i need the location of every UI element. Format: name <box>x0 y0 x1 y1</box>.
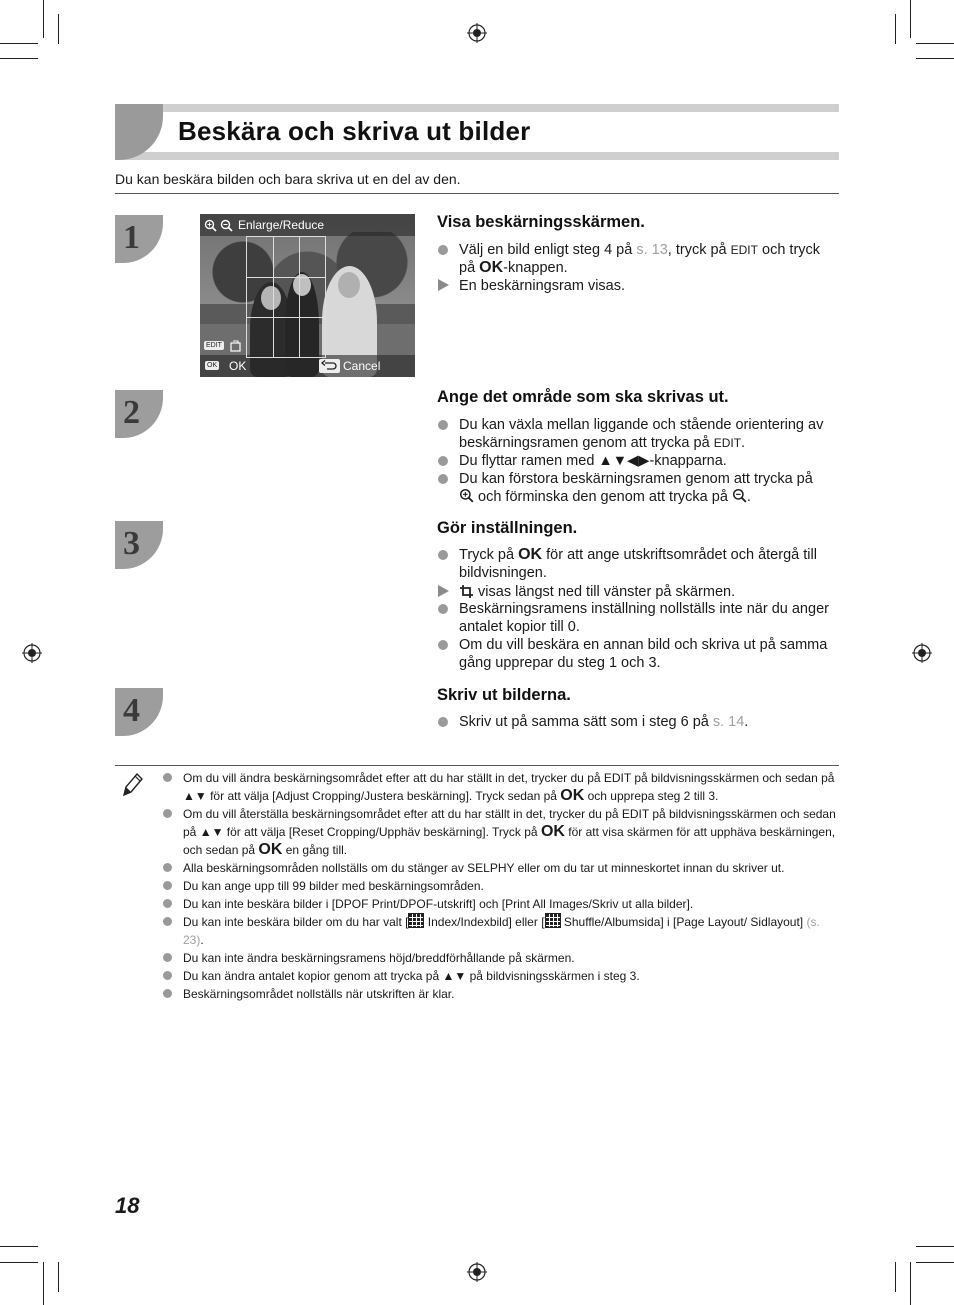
crop-mark <box>916 43 954 44</box>
note-item: Du kan inte ändra beskärningsramens höjd/breddförhållande på skärmen. <box>183 951 575 965</box>
registration-mark-icon <box>22 643 42 663</box>
crop-mark <box>43 0 44 38</box>
page-number: 18 <box>115 1193 140 1218</box>
step-4-item: Skriv ut på samma sätt som i steg 6 på s. 14. <box>459 714 749 730</box>
bullet-icon <box>163 917 172 926</box>
crop-mark <box>910 1262 911 1305</box>
step-3-heading: Gör inställningen. <box>437 519 578 537</box>
index-grid-icon <box>408 913 424 928</box>
note-item: Du kan ange upp till 99 bilder med beskärningsområden. <box>183 879 484 893</box>
crop-mark <box>0 1246 38 1247</box>
crop-frame <box>246 236 326 358</box>
bullet-icon <box>438 474 448 484</box>
zoom-out-icon <box>732 488 747 503</box>
registration-mark-icon <box>467 23 487 43</box>
step-1-heading: Visa beskärningsskärmen. <box>437 213 645 231</box>
zoom-in-icon <box>459 488 474 503</box>
crop-orientation-icon <box>230 340 241 352</box>
page-title: Beskära och skriva ut bilder <box>178 116 531 146</box>
crop-mark <box>58 1262 59 1292</box>
edit-chip: EDIT <box>206 342 222 349</box>
step-badge-2: 2 <box>115 390 163 438</box>
step-badge-3: 3 <box>115 521 163 569</box>
arrow-bullet-icon <box>438 585 449 597</box>
bullet-icon <box>438 717 448 727</box>
note-item: Om du vill återställa beskärningsområdet efter att du har ställt in det, trycker du på EDIT på bildvisningsskärmen och sedan på ▲▼ för att välja [Reset Cropping/Upphäv beskärning]. Tryck på OK för att visa skärmen för att upphäva beskärningen, och sedan på OK en gång till. <box>183 807 836 858</box>
ok-chip: OK <box>207 362 218 369</box>
bullet-icon <box>163 863 172 872</box>
divider <box>115 765 839 766</box>
bullet-icon <box>163 971 172 980</box>
step-badge-4: 4 <box>115 688 163 736</box>
step-4-heading: Skriv ut bilderna. <box>437 686 571 704</box>
crop-mark <box>0 58 38 59</box>
bullet-icon <box>438 456 448 466</box>
bullet-icon <box>438 604 448 614</box>
crop-mark <box>895 1262 896 1292</box>
step-1-item: Välj en bild enligt steg 4 på s. 13, tryck på EDIT och tryck på OK-knappen. <box>459 242 821 276</box>
step-2-item: Du flyttar ramen med ▲▼◀▶-knapparna. <box>459 453 727 469</box>
divider <box>115 193 839 194</box>
bullet-icon <box>438 420 448 430</box>
bullet-icon <box>163 881 172 890</box>
note-item: Du kan inte beskära bilder i [DPOF Print/DPOF-utskrift] och [Print All Images/Skriv ut alla bilder]. <box>183 897 694 911</box>
step-2-heading: Ange det område som ska skrivas ut. <box>437 388 729 406</box>
step-3-item: Om du vill beskära en annan bild och skriva ut på samma gång upprepar du steg 1 och 3. <box>459 637 828 671</box>
note-item: Beskärningsområdet nollställs när utskriften är klar. <box>183 987 455 1001</box>
crop-icon <box>459 584 474 599</box>
bullet-icon <box>438 245 448 255</box>
crop-mark <box>910 0 911 38</box>
note-item: Alla beskärningsområden nollställs om du stänger av SELPHY eller om du tar ut minneskortet innan du skriver ut. <box>183 861 785 875</box>
step-3-item: visas längst ned till vänster på skärmen. <box>459 583 844 601</box>
step-3-item: Beskärningsramens inställning nollställs inte när du anger antalet kopior till 0. <box>459 601 829 635</box>
crop-mark <box>916 1262 954 1263</box>
zoom-in-icon <box>204 219 217 232</box>
crop-mark <box>58 14 59 44</box>
step-2-item: Du kan förstora beskärningsramen genom att trycka på och förminska den genom att trycka på . <box>459 471 813 505</box>
bullet-icon <box>163 899 172 908</box>
crop-mark <box>0 1262 38 1263</box>
crop-mark <box>916 1246 954 1247</box>
zoom-out-icon <box>220 219 233 232</box>
ok-label: OK <box>229 359 247 373</box>
note-item: Du kan inte beskära bilder om du har valt [ Index/Indexbild] eller [ Shuffle/Albumsida] i [Page Layout/ Sidlayout] (s. 23). <box>183 915 820 947</box>
bullet-icon <box>163 809 172 818</box>
arrow-bullet-icon <box>438 279 449 291</box>
crop-mark <box>0 43 38 44</box>
registration-mark-icon <box>912 643 932 663</box>
note-item: Om du vill ändra beskärningsområdet efter att du har ställt in det, trycker du på EDIT på bildvisningsskärmen och sedan på ▲▼ för att välja [Adjust Cropping/Justera beskärning]. Tryck sedan på OK och upprepa steg 2 till 3. <box>183 771 835 804</box>
shuffle-grid-icon <box>545 913 561 928</box>
bullet-icon <box>163 953 172 962</box>
step-2-item: Du kan växla mellan liggande och stående orientering av beskärningsramen genom att trycka på EDIT. <box>459 417 824 451</box>
enlarge-reduce-label: Enlarge/Reduce <box>238 218 325 232</box>
back-arrow-icon <box>319 359 340 373</box>
bullet-icon <box>438 640 448 650</box>
note-item: Du kan ändra antalet kopior genom att trycka på ▲▼ på bildvisningsskärmen i steg 3. <box>183 969 640 983</box>
step-badge-1: 1 <box>115 215 163 263</box>
crop-mark <box>43 1262 44 1305</box>
bullet-icon <box>163 989 172 998</box>
pencil-note-icon <box>120 771 144 799</box>
bullet-icon <box>163 773 172 782</box>
intro-text: Du kan beskära bilden och bara skriva ut en del av den. <box>115 171 461 187</box>
crop-mark <box>916 58 954 59</box>
crop-mark <box>895 14 896 44</box>
bullet-icon <box>438 550 448 560</box>
step-1-item: En beskärningsram visas. <box>459 278 626 294</box>
registration-mark-icon <box>467 1262 487 1282</box>
step-3-item: Tryck på OK för att ange utskriftsområdet och återgå till bildvisningen. <box>459 546 817 581</box>
cancel-label: Cancel <box>343 359 381 373</box>
